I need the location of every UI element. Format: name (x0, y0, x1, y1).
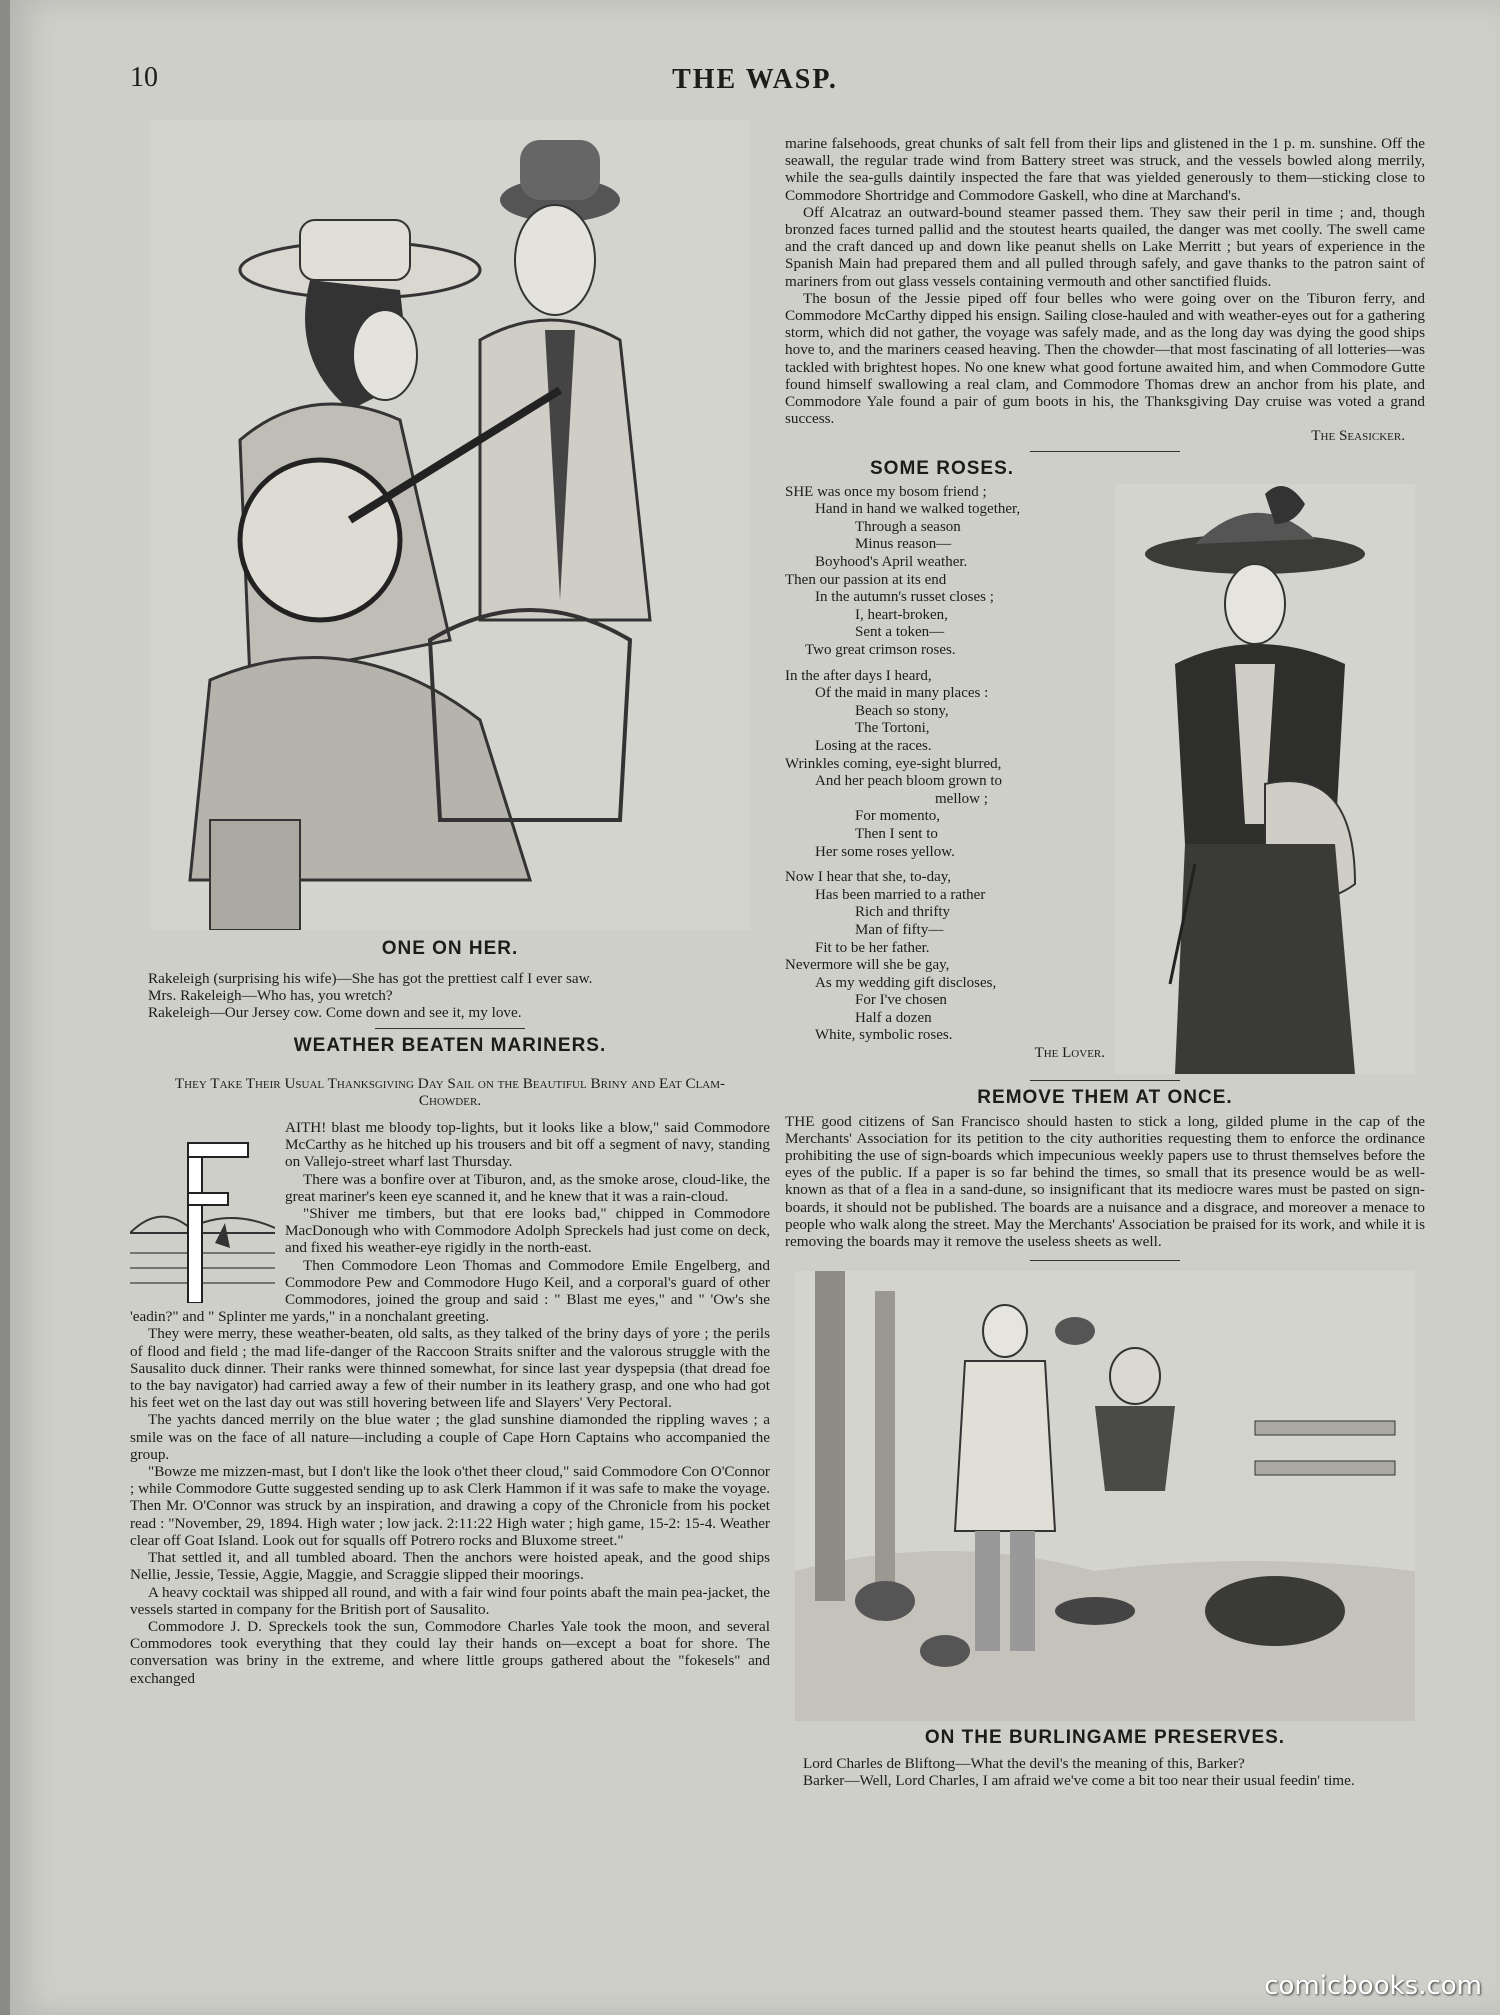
right-column (785, 135, 1425, 1790)
burlingame-hunting-illustration (795, 1271, 1415, 1721)
mariners-subtitle: They Take Their Usual Thanksgiving Day Sail on the Beautiful Briny and Eat Clam-Chowder. (174, 1074, 726, 1109)
poem (785, 484, 1115, 1063)
mariners-p7: That settled it, and all tumbled aboard. Then the anchors were hoisted apeak, and the good ships Nellie, Jessie, Tessie, Aggie, Maggie, and Scraggie slipped their moorings. (130, 1549, 770, 1584)
one-on-her-line-1: Rakeleigh (surprising his wife)—She has got the prettiest calf I ever saw. (148, 970, 593, 987)
divider (1030, 1260, 1180, 1261)
one-on-her-line-3: Rakeleigh—Our Jersey cow. Come down and see it, my love. (148, 1004, 522, 1022)
poem-line: Rich and thrifty (855, 904, 950, 921)
poem-line: I, heart-broken, (855, 606, 948, 623)
mariners-p4: They were merry, these weather-beaten, old salts, as they talked of the briny days of yore ; the perils of flood and field ; the mad life-danger of the Raccoon Straits snifter and the valorous struggle with the Sausalito duck dinner. Their ranks were thinned somewhat, for since last year dyspepsia (that dread foe to the bay navigator) had carried away a few of their number in its leathery grasp, and one who had got his feet wet on the last day out was still hovering between life and Slayers' Very Pectoral. (130, 1325, 770, 1412)
poem-line: Hand in hand we walked together, (815, 501, 1021, 518)
left-column (130, 120, 770, 1687)
mariners-title: WEATHER BEATEN MARINERS. (293, 1034, 607, 1056)
poem-line: Her some roses yellow. (815, 843, 955, 860)
mariners-p3: Then Commodore Leon Thomas and Commodore Emile Engelberg, and Commodore Pew and Commodore Hugo Keil, and a corporal's guard of other Commodores, joined the group and said : " Blast me eyes," and " 'Ow's she 'eadin?" and " Splinter me yards," in a nonchalant greeting. (130, 1256, 770, 1326)
poem-line: White, symbolic roses. (815, 1027, 953, 1044)
remove-text: THE good citizens of San Francisco should hasten to stick a long, gilded plume in the cap of the Merchants' Association for its petition to the city authorities requesting them to enforce the ordinance prohibiting the use of sign-boards which impecunious weekly papers use to thrust themselves before the eyes of the public. If a paper is so far behind the times, so small that its presence would be as well-known as that of a flea in a sand-dune, so insignificant that its mediocre wares must be pasted on sign-boards, it should not be published. The boards are a nuisance and a disgrace, and moreover a menace to people who walk along the street. May the Merchants' Association be praised for its work, and while it is removing the boards may it remove the useless sheets as well. (785, 1112, 1425, 1251)
poem-line: Sent a token— (855, 624, 945, 641)
poem-line: Has been married to a rather (815, 886, 986, 903)
poem-line: Beach so stony, (855, 702, 949, 719)
mariners-p9: Commodore J. D. Spreckels took the sun, Commodore Charles Yale took the moon, and several Commodores took everything that they could lay their hands on—except a boat for shore. The conversation was briny in the extreme, and where little groups gathered about the "fokesels" and exchanged (130, 1617, 770, 1687)
mariners-p1: There was a bonfire over at Tiburon, and, as the smoke arose, cloud-like, the great mariner's keen eye scanned it, and he knew that it was a rain-cloud. (285, 1170, 770, 1205)
poem-line: For I've chosen (855, 992, 947, 1009)
masthead-title: THE WASP. (672, 64, 838, 95)
newspaper-page (10, 0, 1500, 2015)
some-roses-title: SOME ROSES. (870, 457, 1015, 479)
mariners-r3: The bosun of the Jessie piped off four belles who were going over on the Tiburon ferry, and Commodore McCarthy dipped his ensign. Sailing close-hauled and with weather-eyes out for a gathering storm, which did not gather, the voyage was safely made, and as the long day was dying the good ships hove to, and the mariners ceased heaving. Then the chowder—that most fascinating of all lotteries—was tackled with brightest hopes. No one knew what good fortune awaited him, and when Commodore Gutte found himself swallowing a real clam, and Commodore Thomas drew an anchor from his plate, and Commodore Yale found a pair of gum boots in his, the Thanksgiving Day cruise was voted a grand success. (785, 289, 1425, 428)
lady-in-hat-illustration (1115, 484, 1415, 1074)
mariners-p2: "Shiver me timbers, but that ere looks bad," chipped in Commodore MacDonough who with Commodore Adolph Spreckels had just come on deck, and fixed his weather-eye rigidly in the north-east. (285, 1205, 770, 1257)
banjo-couple-illustration (150, 120, 750, 930)
poem-line: Man of fifty— (855, 921, 944, 938)
mariners-p5: The yachts danced merrily on the blue water ; the glad sunshine diamonded the rippling waves ; a smile was on the face of all nature—including a couple of Cape Horn Captains who accompanied the group. (130, 1411, 770, 1463)
poem-line: Now I hear that she, to-day, (785, 869, 952, 886)
one-on-her-line-2: Mrs. Rakeleigh—Who has, you wretch? (148, 987, 393, 1005)
poem-line: Of the maid in many places : (815, 685, 989, 702)
watermark: comicbooks.com (1264, 1971, 1482, 2001)
poem-line: Minus reason— (855, 536, 952, 553)
divider (1030, 451, 1180, 452)
poem-line: Half a dozen (855, 1009, 932, 1026)
poem-line: Two great crimson roses. (805, 642, 956, 658)
mariners-p8: A heavy cocktail was shipped all round, and with a fair wind four points abaft the main pea-jacket, the vessels started in company for the British port of Sausalito. (130, 1583, 770, 1618)
divider (1030, 1080, 1180, 1081)
poem-line: For momento, (855, 808, 940, 825)
burlingame-title: ON THE BURLINGAME PRESERVES. (924, 1727, 1286, 1749)
one-on-her-title: ONE ON HER. (381, 938, 519, 959)
poem-line: Then our passion at its end (785, 571, 947, 588)
poem-line: In the after days I heard, (785, 667, 932, 684)
poem-line: In the autumn's russet closes ; (815, 589, 994, 606)
mariners-intro: AITH! blast me bloody top-lights, but it looks like a blow," said Commodore McCarthy as he hitched up his trousers and bit off a segment of navy, standing on Vallejo-street wharf last Thursday. (285, 1119, 770, 1171)
poem-line: Through a season (855, 518, 961, 535)
divider (375, 1028, 525, 1029)
poem-line: And her peach bloom grown to (815, 773, 1003, 790)
poem-line: Losing at the races. (815, 737, 932, 754)
dropcap-f-illustration (130, 1123, 275, 1303)
poem-line: Nevermore will she be gay, (785, 957, 950, 974)
poem-line: As my wedding gift discloses, (815, 974, 997, 991)
burlingame-line-2: Barker—Well, Lord Charles, I am afraid we've come a bit too near their usual feedin' time. (803, 1772, 1355, 1790)
burlingame-line-1: Lord Charles de Bliftong—What the devil's the meaning of this, Barker? (803, 1755, 1245, 1773)
poem-line: mellow ; (935, 790, 988, 807)
mariners-signature: The Seasicker. (1311, 427, 1405, 445)
poem-line: SHE was once my bosom friend ; (785, 483, 987, 500)
poem-line: The Tortoni, (855, 720, 930, 737)
poem-signature: The Lover. (1034, 1045, 1105, 1062)
poem-line: Then I sent to (855, 825, 938, 842)
poem-stanza-2 (785, 668, 1115, 862)
poem-line: Wrinkles coming, eye-sight blurred, (785, 755, 1002, 772)
mariners-r1: marine falsehoods, great chunks of salt fell from their lips and glistened in the 1 p. m. sunshine. Off the seawall, the regular trade wind from Battery street was struck, and the vessels bowled along merrily, while the sea-gulls daintily inspected the fare that was yielded generously to them—sticking close to Commodore Shortridge and Commodore Gaskell, who dine at Marchand's. (785, 135, 1425, 204)
page-number: 10 (130, 62, 158, 93)
poem-stanza-3 (785, 869, 1115, 1045)
poem-line: Boyhood's April weather. (815, 554, 968, 571)
mariners-r2: Off Alcatraz an outward-bound steamer passed them. They saw their peril in time ; and, though bronzed faces turned pallid and the stoutest hearts quailed, the danger was met coolly. The swell came and the craft danced up and down like peanut shells on Lake Merritt ; but years of experience in the Spanish Main had prepared them and all pulled through safely, and gave thanks to the patron saint of mariners from out glass vessels containing vermouth and other sanctified fluids. (785, 203, 1425, 290)
remove-title: REMOVE THEM AT ONCE. (977, 1086, 1233, 1108)
poem-line: Fit to be her father. (815, 939, 930, 956)
mariners-p6: "Bowze me mizzen-mast, but I don't like the look o'thet theer cloud," said Commodore Con O'Connor ; while Commodore Gutte suggested sending up to ask Clerk Hammon if it was safe to make the voyage. Then Mr. O'Connor was struck by an inspiration, and drawing a copy of the Chronicle from his pocket read : "November, 29, 1894. High water ; low jack. 2:11:22 High water ; high game, 15-2: 15-4. Weather clear off Goat Island. Look out for squalls off Potrero rocks and Bluxome street." (130, 1463, 770, 1549)
poem-stanza-1 (785, 484, 1115, 660)
